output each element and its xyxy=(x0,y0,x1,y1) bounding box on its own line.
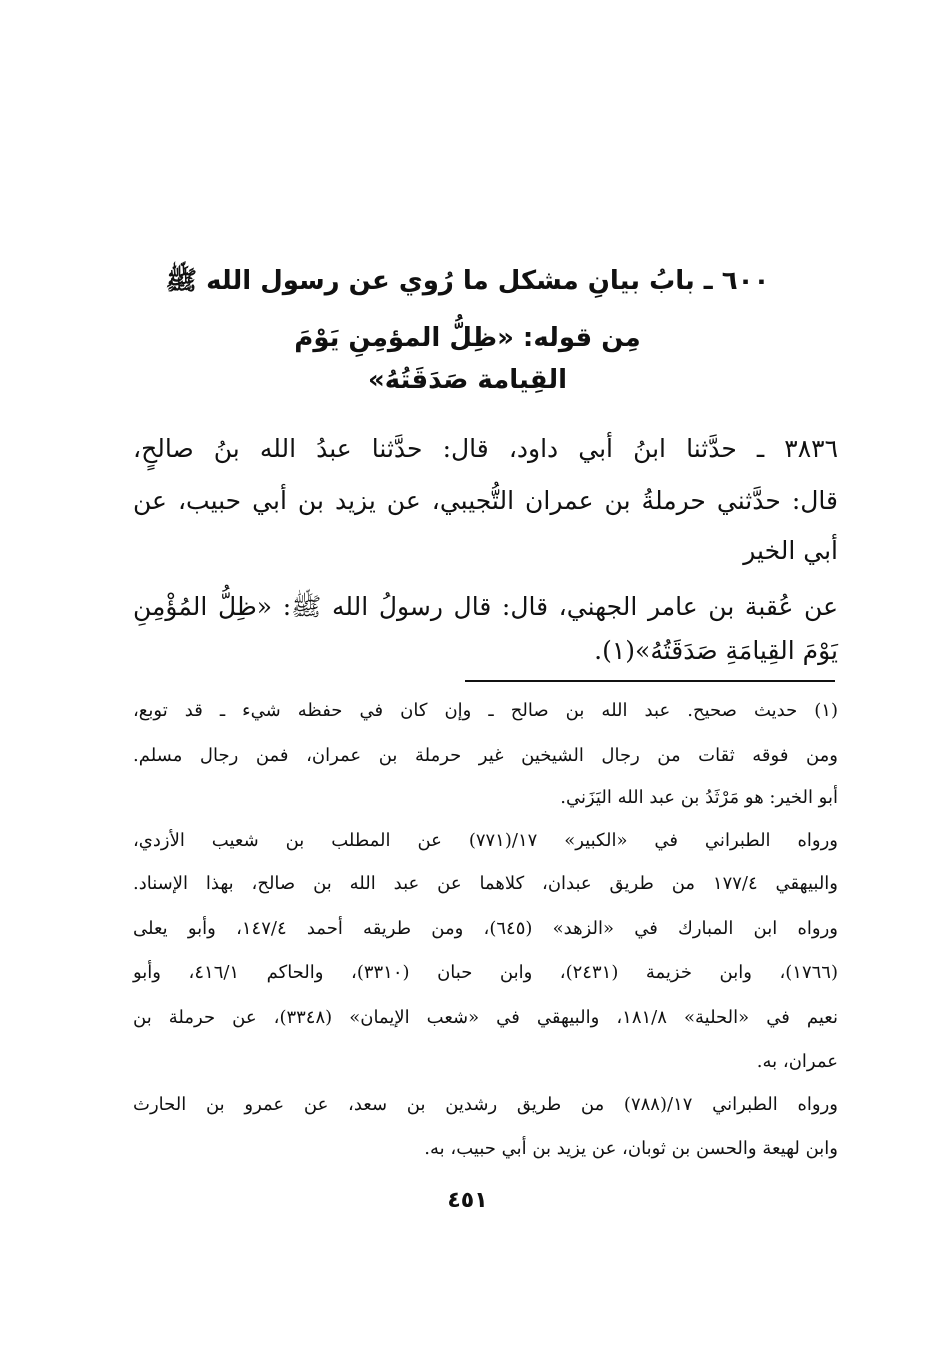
footnote-line-7: (١٧٦٦)، وابن خزيمة (٢٤٣١)، وابن حبان (٣٣١٠)، والحاكم ٤١٦/١، وأبو xyxy=(133,962,838,983)
footnote-line-1: (١) حديث صحيح. عبد الله بن صالح ـ وإن كان في حفظه شيء ـ قد توبع، xyxy=(133,700,838,721)
footnote-line-10: ورواه الطبراني ١٧/(٧٨٨) من طريق رشدين بن سعد، عن عمرو بن الحارث xyxy=(133,1094,838,1115)
hadith-line-5: يَوْمَ القِيامَةِ صَدَقَتُهُ»(١). xyxy=(594,636,838,665)
footnote-line-11: وابن لهيعة والحسن بن ثوبان، عن يزيد بن أبي حبيب، به. xyxy=(424,1138,838,1159)
hadith-line-1: ٣٨٣٦ ـ حدَّثنا ابنُ أبي داود، قال: حدَّثنا عبدُ الله بنُ صالحٍ، xyxy=(133,434,838,463)
hadith-line-2: قال: حدَّثني حرملةُ بن عمران التُّجيبي، عن يزيد بن أبي حبيب، عن xyxy=(133,486,838,515)
footnote-line-3: أبو الخير: هو مَرْثَدُ بن عبد الله اليَزَني. xyxy=(560,787,838,808)
hadith-line-4: عن عُقبة بن عامر الجهني، قال: قال رسولُ الله ﷺ: «ظِلُّ المُؤْمِنِ xyxy=(133,592,838,621)
footnote-line-9: عمران، به. xyxy=(756,1051,838,1072)
chapter-title-line-2: مِن قوله: «ظِلُّ المؤمِنِ يَوْمَ xyxy=(294,323,641,353)
footnote-separator xyxy=(465,680,835,682)
hadith-line-3: أبي الخير xyxy=(743,536,838,565)
footnote-line-4: ورواه الطبراني في «الكبير» ١٧/(٧٧١) عن المطلب بن شعيب الأزدي، xyxy=(133,830,838,851)
chapter-title-line-3: القِيامة صَدَقَتُهُ» xyxy=(367,365,568,395)
footnote-line-5: والبيهقي ١٧٧/٤ من طريق عبدان، كلاهما عن عبد الله بن صالح، بهذا الإسناد. xyxy=(133,873,838,894)
footnote-line-6: ورواه ابن المبارك في «الزهد» (٦٤٥)، ومن طريقه أحمد ١٤٧/٤، وأبو يعلى xyxy=(133,918,838,939)
footnote-line-8: نعيم في «الحلية» ١٨١/٨، والبيهقي في «شعب الإيمان» (٣٣٤٨)، عن حرملة بن xyxy=(133,1007,838,1028)
chapter-title-line-1: ٦٠٠ ـ بابُ بيانِ مشكل ما رُوي عن رسول الله ﷺ xyxy=(165,266,770,296)
page-number: ٤٥١ xyxy=(447,1188,488,1213)
footnote-line-2: ومن فوقه ثقات من رجال الشيخين غير حرملة بن عمران، فمن رجال مسلم. xyxy=(133,745,838,766)
